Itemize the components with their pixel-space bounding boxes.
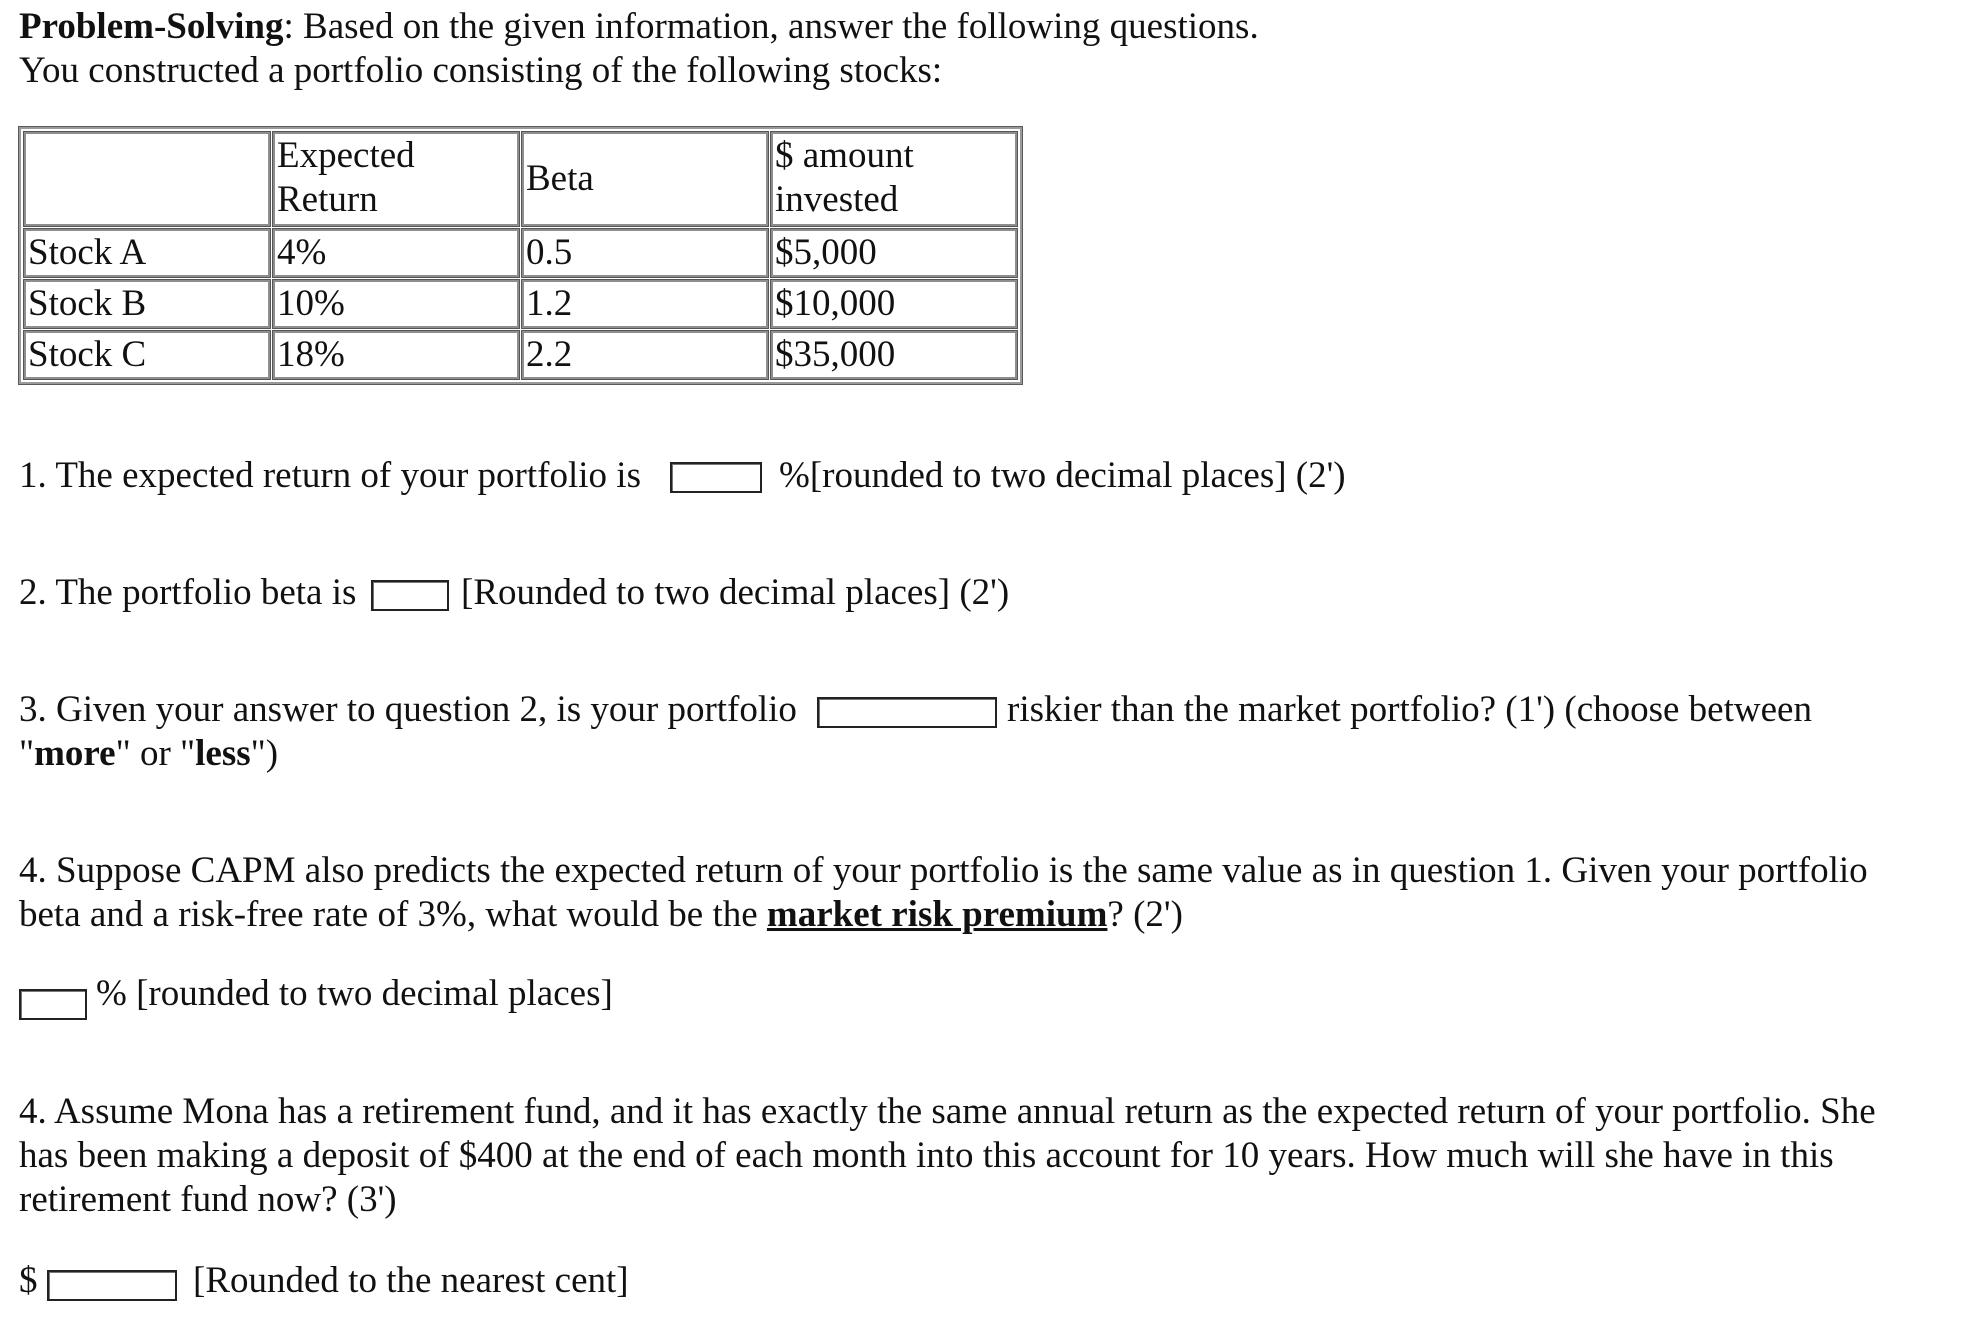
q4-suffix: % [rounded to two decimal places] <box>96 973 613 1014</box>
table-header-row <box>24 132 1017 226</box>
market-risk-premium-term: market risk premium <box>766 894 1108 935</box>
q5-line-2: has been making a deposit of $400 at the end of each month into this account for 10 years. How much will she have in this <box>19 1135 1834 1176</box>
stock-beta: 0.5 <box>522 229 768 277</box>
stock-return: 18% <box>273 331 519 379</box>
table-row <box>24 331 1017 379</box>
q1-suffix: %[rounded to two decimal places] (2') <box>779 455 1346 496</box>
q4-line-1: 4. Suppose CAPM also predicts the expected return of your portfolio is the same value as in question 1. Given your portfolio <box>19 850 1868 891</box>
q5-line-3: retirement fund now? (3') <box>19 1179 397 1220</box>
q2-suffix: [Rounded to two decimal places] (2') <box>461 572 1010 613</box>
heading-bold: Problem-Solving <box>19 6 284 47</box>
q3-suffix: riskier than the market portfolio? (1') (choose between <box>1007 689 1812 730</box>
problem-heading <box>19 5 1259 49</box>
stock-name: Stock A <box>24 229 270 277</box>
q3-answer-input[interactable] <box>817 697 997 728</box>
q3-choices: "more" or "less") <box>19 733 279 774</box>
q5-answer-field[interactable] <box>49 1285 175 1312</box>
header-cell-expected-return: Expected Return <box>273 132 519 226</box>
q1-answer-input[interactable] <box>670 462 762 493</box>
choice-less: less <box>195 733 251 774</box>
header-cell-beta: Beta <box>522 132 768 226</box>
stock-amount: $10,000 <box>771 280 1017 328</box>
q2-answer-input[interactable] <box>371 580 449 611</box>
choice-more: more <box>34 733 116 774</box>
stock-amount: $5,000 <box>771 229 1017 277</box>
header-cell-amount: $ amount invested <box>771 132 1017 226</box>
q4-answer-field[interactable] <box>21 1004 85 1031</box>
q4-line-2: beta and a risk-free rate of 3%, what would be the market risk premium? (2') <box>19 894 1183 935</box>
stock-name: Stock B <box>24 280 270 328</box>
stock-return: 10% <box>273 280 519 328</box>
stock-name: Stock C <box>24 331 270 379</box>
q3-prompt: 3. Given your answer to question 2, is your portfolio <box>19 689 797 730</box>
dollar-sign: $ <box>19 1260 38 1301</box>
q1-answer-field[interactable] <box>672 477 760 504</box>
table-row <box>24 229 1017 277</box>
q2-prompt: 2. The portfolio beta is <box>19 572 357 613</box>
header-cell-empty <box>24 132 270 226</box>
intro-line: You constructed a portfolio consisting of the following stocks: <box>19 50 943 91</box>
q3-answer-field[interactable] <box>819 712 995 739</box>
stock-beta: 1.2 <box>522 280 768 328</box>
table-row <box>24 280 1017 328</box>
q5-line-1: 4. Assume Mona has a retirement fund, and it has exactly the same annual return as the expected return of your portfolio. She <box>19 1091 1876 1132</box>
q5-answer-input[interactable] <box>47 1270 177 1301</box>
stock-return: 4% <box>273 229 519 277</box>
q4-answer-input[interactable] <box>19 989 87 1020</box>
stocks-table <box>19 127 1022 384</box>
heading-text: : Based on the given information, answer the following questions. <box>283 6 1259 47</box>
stock-beta: 2.2 <box>522 331 768 379</box>
q2-answer-field[interactable] <box>373 595 447 622</box>
stock-amount: $35,000 <box>771 331 1017 379</box>
q1-prompt: 1. The expected return of your portfolio is <box>19 455 641 496</box>
q5-suffix: [Rounded to the nearest cent] <box>193 1260 629 1301</box>
